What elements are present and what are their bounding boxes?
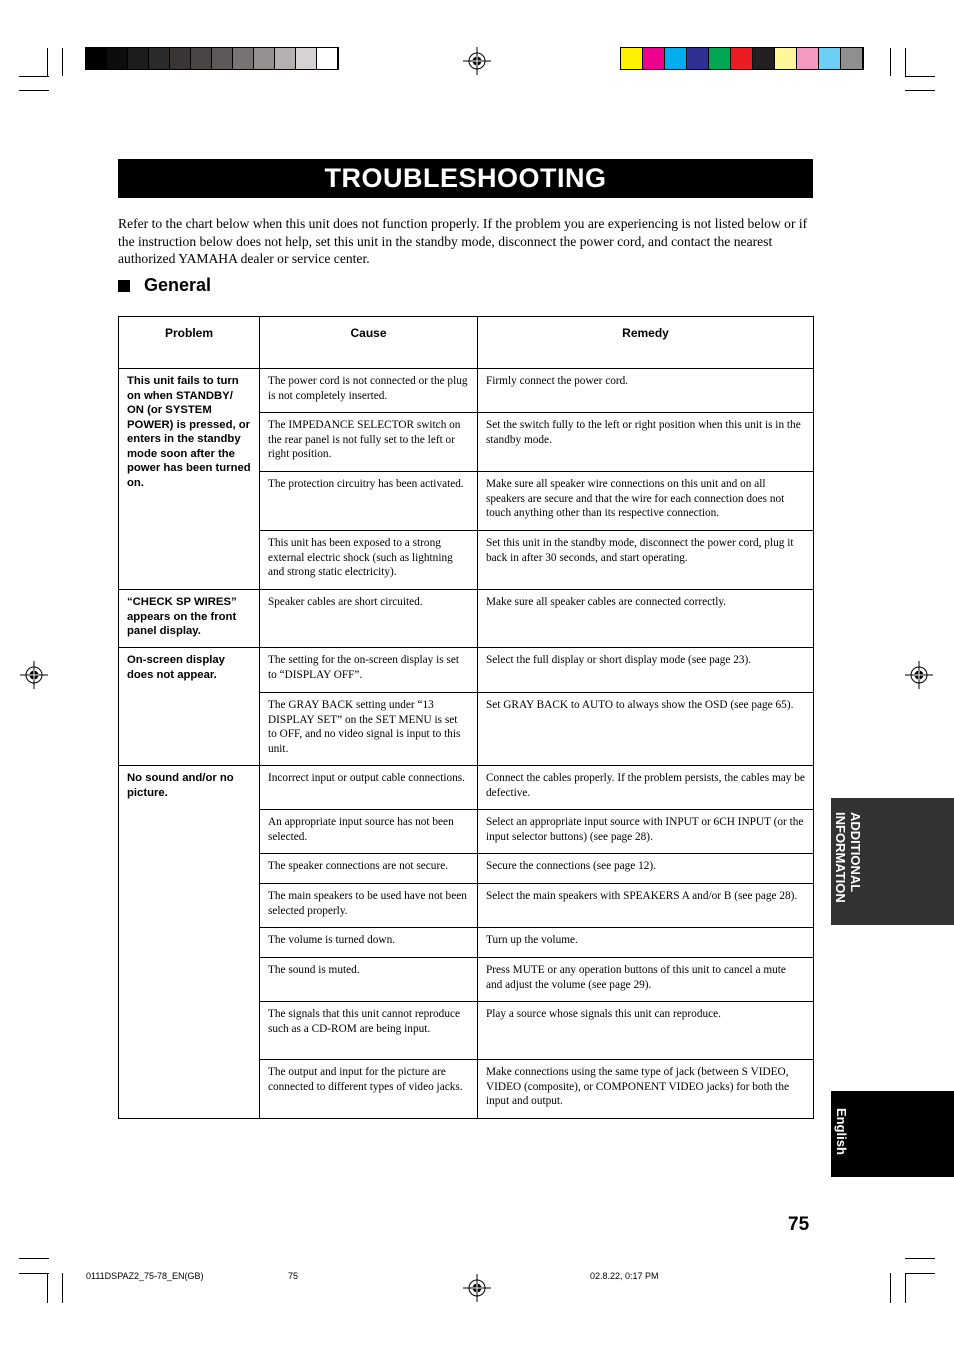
cause-cell: The protection circuitry has been activated. xyxy=(260,472,478,531)
table-row xyxy=(119,648,814,693)
gray-swatch xyxy=(191,48,212,69)
section-title: General xyxy=(144,275,212,295)
registration-mark-right xyxy=(905,661,933,689)
color-swatch xyxy=(709,48,731,69)
remedy-cell: Select the main speakers with SPEAKERS A and/or B (see page 28). xyxy=(478,884,814,928)
remedy-cell: Make connections using the same type of jack (between S VIDEO, VIDEO (composite), or COMPONENT VIDEO jacks) for both the input and output. xyxy=(478,1060,814,1119)
problem-cell: “CHECK SP WIRES” appears on the front panel display. xyxy=(119,590,260,648)
gray-swatch xyxy=(296,48,317,69)
gray-swatch xyxy=(107,48,128,69)
remedy-cell: Secure the connections (see page 12). xyxy=(478,854,814,884)
color-swatch xyxy=(621,48,643,69)
page-number: 75 xyxy=(788,1214,810,1235)
square-bullet-icon xyxy=(118,280,130,292)
color-swatch xyxy=(687,48,709,69)
gray-swatch xyxy=(212,48,233,69)
cause-cell: The IMPEDANCE SELECTOR switch on the rear panel is not fully set to the left or right position. xyxy=(260,413,478,472)
problem-cell: This unit fails to turn on when STANDBY/ ON (or SYSTEM POWER) is pressed, or enters in the standby mode soon after the power has been turned on. xyxy=(119,369,260,590)
cause-cell: The sound is muted. xyxy=(260,958,478,1002)
cause-cell: This unit has been exposed to a strong external electric shock (such as lightning and strong static electricity). xyxy=(260,531,478,590)
footer-file-name: 0111DSPAZ2_75-78_EN(GB) xyxy=(86,1271,204,1281)
side-tab-english xyxy=(831,1091,954,1177)
table-header-row xyxy=(119,317,814,369)
remedy-cell: Play a source whose signals this unit can reproduce. xyxy=(478,1002,814,1060)
cause-cell: The signals that this unit cannot reproduce such as a CD-ROM are being input. xyxy=(260,1002,478,1060)
remedy-cell: Turn up the volume. xyxy=(478,928,814,958)
cause-cell: The power cord is not connected or the plug is not completely inserted. xyxy=(260,369,478,413)
section-heading xyxy=(118,275,211,296)
remedy-cell: Select the full display or short display mode (see page 23). xyxy=(478,648,814,693)
registration-mark-bottom xyxy=(463,1274,491,1302)
color-swatch xyxy=(731,48,753,69)
cause-cell: The output and input for the picture are connected to different types of video jacks. xyxy=(260,1060,478,1119)
table-row xyxy=(119,369,814,413)
remedy-cell: Select an appropriate input source with INPUT or 6CH INPUT (or the input selector buttons) (see page 28). xyxy=(478,810,814,854)
gray-swatch xyxy=(275,48,296,69)
remedy-cell: Press MUTE or any operation buttons of this unit to cancel a mute and adjust the volume (see page 29). xyxy=(478,958,814,1002)
cause-cell: The volume is turned down. xyxy=(260,928,478,958)
color-swatch xyxy=(819,48,841,69)
side-tab-additional-line2: INFORMATION xyxy=(833,812,848,903)
color-swatch xyxy=(665,48,687,69)
footer-datetime: 02.8.22, 0:17 PM xyxy=(590,1271,659,1281)
registration-mark-left xyxy=(20,661,48,689)
page-title: TROUBLESHOOTING xyxy=(118,159,813,198)
cause-cell: The speaker connections are not secure. xyxy=(260,854,478,884)
intro-paragraph: Refer to the chart below when this unit does not function properly. If the problem you are experiencing is not listed below or if the instruction below does not help, set this unit in the standby mode, disconnect the power cord, and contact the nearest authorized YAMAHA dealer or service center. xyxy=(118,216,808,266)
problem-cell: No sound and/or no picture. xyxy=(119,766,260,1119)
cause-cell: Incorrect input or output cable connections. xyxy=(260,766,478,810)
gray-swatch xyxy=(317,48,338,69)
header-remedy: Remedy xyxy=(478,317,814,369)
cause-cell: The GRAY BACK setting under “13 DISPLAY SET” on the SET MENU is set to OFF, and no video signal is input to this unit. xyxy=(260,693,478,766)
color-swatch xyxy=(643,48,665,69)
cause-cell: The main speakers to be used have not been selected properly. xyxy=(260,884,478,928)
table-row xyxy=(119,766,814,810)
header-problem: Problem xyxy=(119,317,260,369)
color-swatch xyxy=(775,48,797,69)
gray-swatch xyxy=(233,48,254,69)
gray-swatch xyxy=(170,48,191,69)
header-cause: Cause xyxy=(260,317,478,369)
remedy-cell: Make sure all speaker cables are connected correctly. xyxy=(478,590,814,648)
color-swatch xyxy=(841,48,863,69)
troubleshooting-table xyxy=(118,316,814,1119)
gray-swatch xyxy=(86,48,107,69)
color-swatch xyxy=(797,48,819,69)
remedy-cell: Set this unit in the standby mode, disconnect the power cord, plug it back in after 30 seconds, and start operating. xyxy=(478,531,814,590)
remedy-cell: Firmly connect the power cord. xyxy=(478,369,814,413)
footer-page: 75 xyxy=(288,1271,299,1281)
gray-swatch xyxy=(149,48,170,69)
problem-cell: On-screen display does not appear. xyxy=(119,648,260,766)
table-row xyxy=(119,590,814,648)
remedy-cell: Set the switch fully to the left or right position when this unit is in the standby mode. xyxy=(478,413,814,472)
remedy-cell: Make sure all speaker wire connections on this unit and on all speakers are secure and that the wire for each connection does not touch anything other than its respective connection. xyxy=(478,472,814,531)
cause-cell: An appropriate input source has not been selected. xyxy=(260,810,478,854)
remedy-cell: Connect the cables properly. If the problem persists, the cables may be defective. xyxy=(478,766,814,810)
gray-swatch xyxy=(254,48,275,69)
remedy-cell: Set GRAY BACK to AUTO to always show the OSD (see page 65). xyxy=(478,693,814,766)
color-calibration-bar xyxy=(620,47,864,70)
side-tab-english-label: English xyxy=(834,1108,849,1155)
registration-mark-top xyxy=(463,47,491,75)
side-tab-additional-line1: ADDITIONAL xyxy=(848,812,863,893)
color-swatch xyxy=(753,48,775,69)
gray-calibration-bar xyxy=(85,47,339,70)
cause-cell: The setting for the on-screen display is set to “DISPLAY OFF”. xyxy=(260,648,478,693)
cause-cell: Speaker cables are short circuited. xyxy=(260,590,478,648)
gray-swatch xyxy=(128,48,149,69)
